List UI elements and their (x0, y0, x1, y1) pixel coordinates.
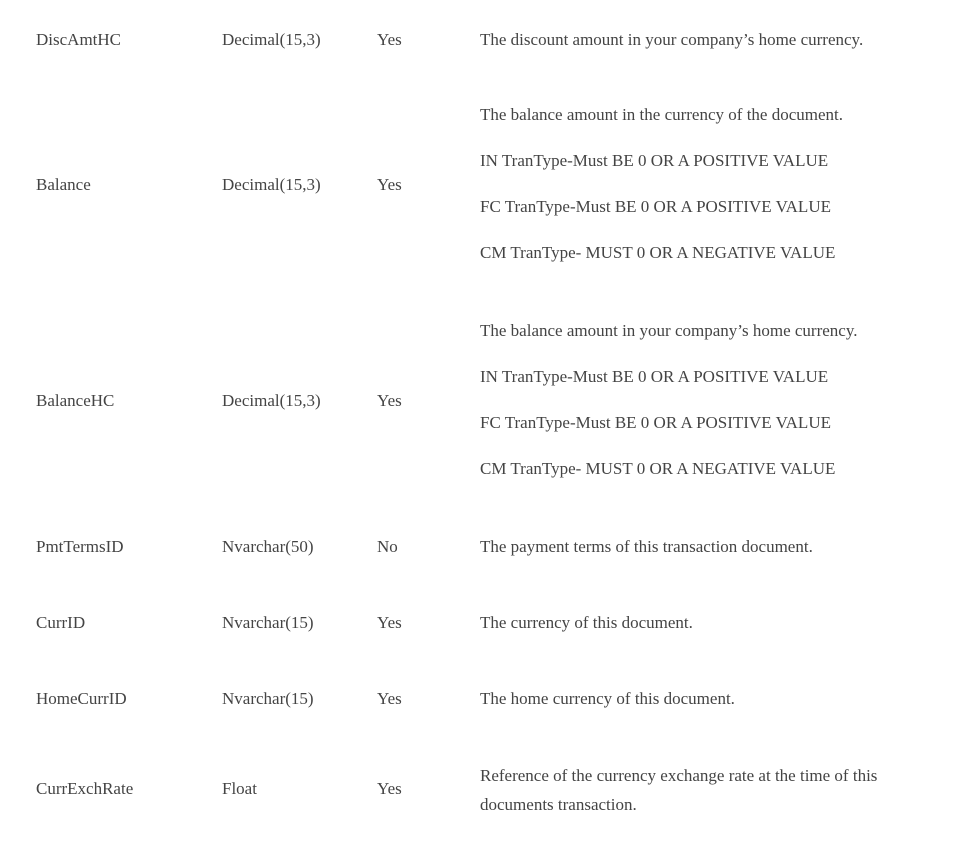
description-line: CM TranType- MUST 0 OR A NEGATIVE VALUE (480, 459, 836, 478)
description-line: Reference of the currency exchange rate at the time of this documents transaction. (480, 766, 878, 814)
field-description (480, 30, 950, 50)
field-description (480, 761, 950, 819)
table-row (0, 761, 979, 819)
description-line: The balance amount in your company’s home currency. (480, 321, 858, 340)
field-type: Nvarchar(15) (222, 689, 314, 708)
field-required: Yes (377, 175, 402, 194)
field-type: Decimal(15,3) (222, 175, 321, 194)
field-name: CurrExchRate (36, 779, 134, 798)
field-name: HomeCurrID (36, 689, 127, 708)
field-type: Float (222, 779, 257, 798)
description-line: The payment terms of this transaction document. (480, 537, 813, 556)
table-row (0, 537, 979, 557)
field-description (480, 321, 950, 479)
field-name: PmtTermsID (36, 537, 124, 556)
field-name: CurrID (36, 613, 86, 632)
field-type: Decimal(15,3) (222, 391, 321, 410)
field-required: Yes (377, 30, 402, 49)
description-line: IN TranType-Must BE 0 OR A POSITIVE VALUE (480, 151, 829, 170)
field-name: Balance (36, 175, 91, 194)
field-description (480, 613, 950, 633)
field-required: Yes (377, 689, 402, 708)
field-required: Yes (377, 391, 402, 410)
description-line: The balance amount in the currency of the document. (480, 105, 843, 124)
description-line: FC TranType-Must BE 0 OR A POSITIVE VALUE (480, 197, 831, 216)
field-name: DiscAmtHC (36, 30, 121, 49)
table-row (0, 689, 979, 709)
description-line: CM TranType- MUST 0 OR A NEGATIVE VALUE (480, 243, 836, 262)
table-row (0, 613, 979, 633)
field-name: BalanceHC (36, 391, 115, 410)
field-required: Yes (377, 779, 402, 798)
field-required: No (377, 537, 398, 556)
table-row (0, 30, 979, 50)
description-line: IN TranType-Must BE 0 OR A POSITIVE VALUE (480, 367, 829, 386)
description-line: The discount amount in your company’s home currency. (480, 30, 864, 49)
table-row (0, 105, 979, 265)
field-description (480, 105, 950, 263)
field-type: Decimal(15,3) (222, 30, 321, 49)
field-required: Yes (377, 613, 402, 632)
field-type: Nvarchar(50) (222, 537, 314, 556)
description-line: The currency of this document. (480, 613, 693, 632)
description-line: FC TranType-Must BE 0 OR A POSITIVE VALUE (480, 413, 831, 432)
description-line: The home currency of this document. (480, 689, 735, 708)
table-row (0, 321, 979, 481)
field-type: Nvarchar(15) (222, 613, 314, 632)
field-description (480, 537, 950, 557)
field-description (480, 689, 950, 709)
